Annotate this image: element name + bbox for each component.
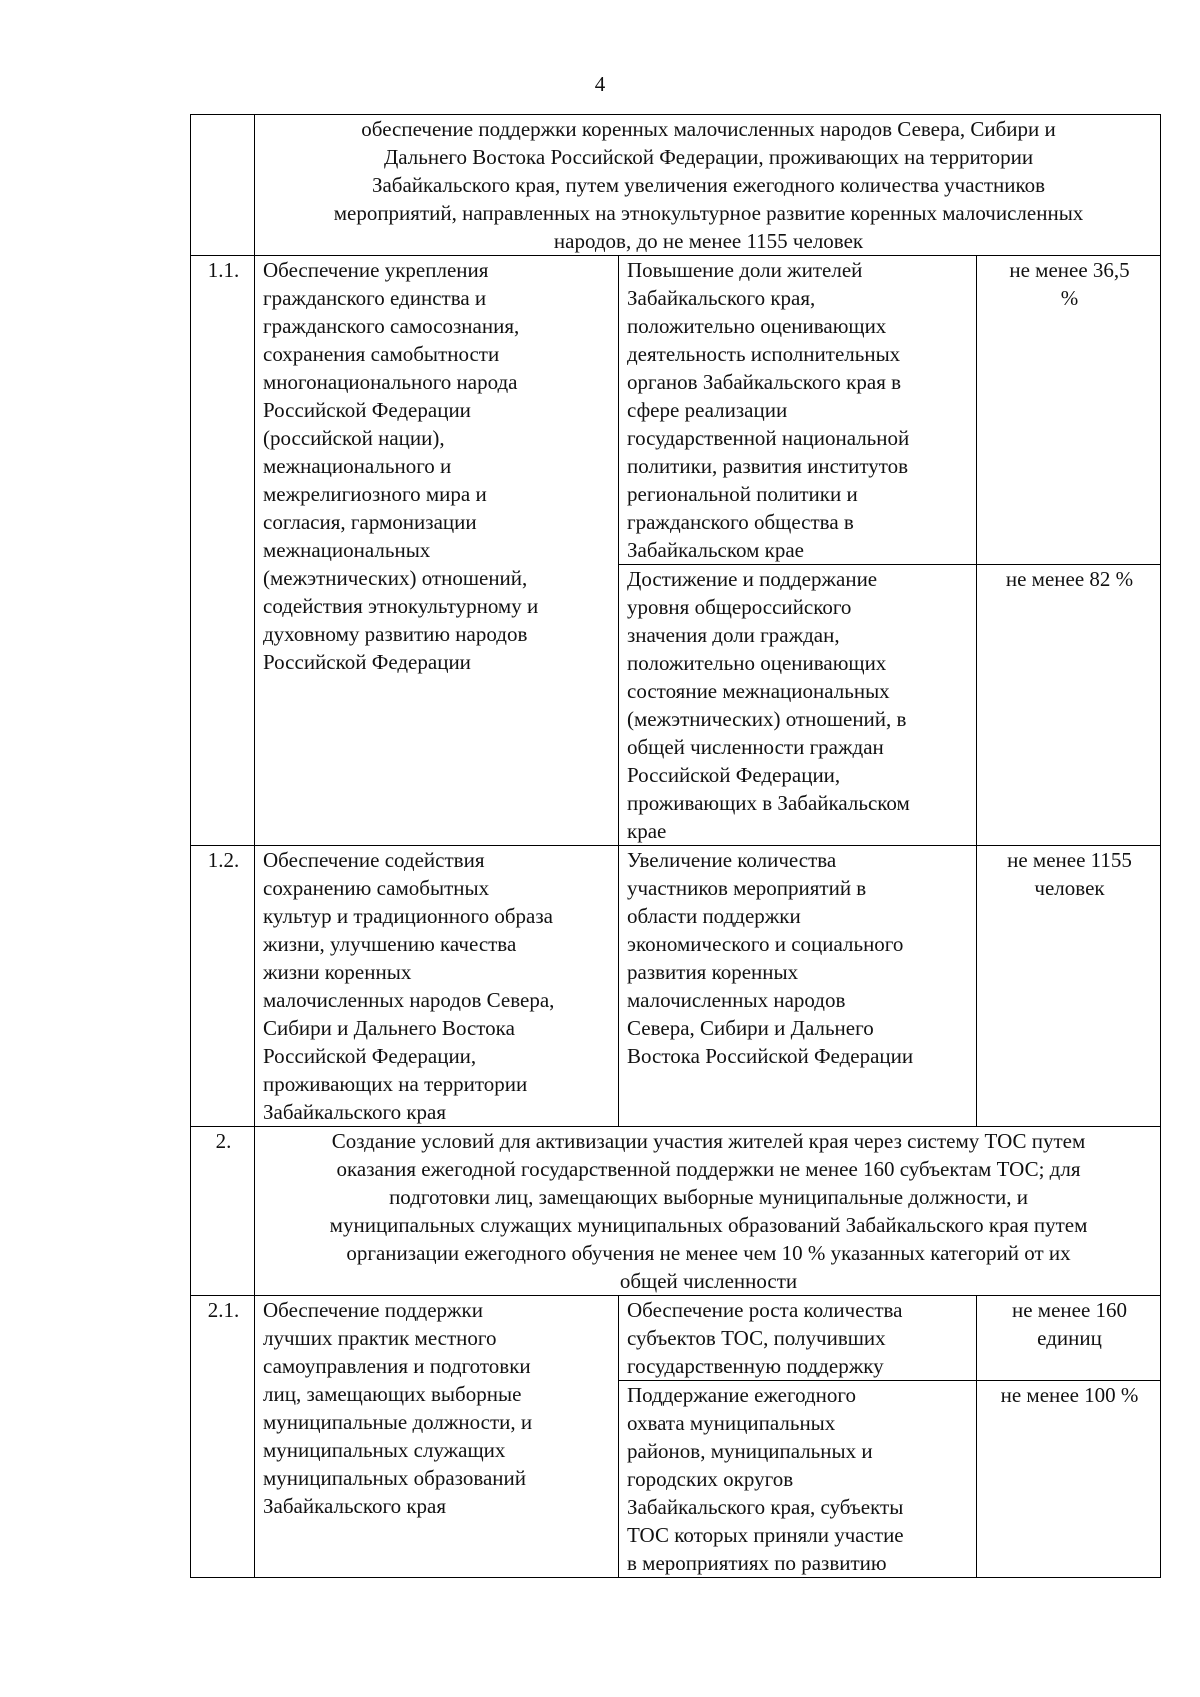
indicator-value: не менее 1155 человек <box>977 846 1161 1127</box>
row-number: 2.1. <box>191 1296 255 1578</box>
row-number <box>191 115 255 256</box>
indicator-text: Поддержание ежегодного охвата муниципальных районов, муниципальных и городских округов Забайкальского края, субъекты ТОС которых приняли участие в мероприятиях по развитию <box>619 1381 977 1578</box>
row-number: 1.1. <box>191 256 255 846</box>
task-text: Обеспечение поддержки лучших практик местного самоуправления и подготовки лиц, замещающих выборные муниципальные должности, и муниципальных служащих муниципальных образований Забайкальского края <box>255 1296 619 1578</box>
indicator-value: не менее 36,5 % <box>977 256 1161 565</box>
page-number: 4 <box>594 72 606 96</box>
row-number: 1.2. <box>191 846 255 1127</box>
indicator-text: Увеличение количества участников мероприятий в области поддержки экономического и социального развития коренных малочисленных народов Севера, Сибири и Дальнего Востока Российской Федерации <box>619 846 977 1127</box>
table-row <box>191 256 1161 565</box>
indicator-text: Обеспечение роста количества субъектов ТОС, получивших государственную поддержку <box>619 1296 977 1381</box>
task-text: Обеспечение содействия сохранению самобытных культур и традиционного образа жизни, улучшению качества жизни коренных малочисленных народов Севера, Сибири и Дальнего Востока Российской Федерации, проживающих на территории Забайкальского края <box>255 846 619 1127</box>
task-text: Обеспечение укрепления гражданского единства и гражданского самосознания, сохранения самобытности многонационального народа Российской Федерации (российской нации), межнационального и межрелигиозного мира и согласия, гармонизации межнациональных (межэтнических) отношений, содействия этнокультурному и духовному развитию народов Российской Федерации <box>255 256 619 846</box>
goal-text: обеспечение поддержки коренных малочисленных народов Севера, Сибири и Дальнего Востока Российской Федерации, проживающих на территории Забайкальского края, путем увеличения ежегодного количества участников мероприятий, направленных на этнокультурное развитие коренных малочисленных народов, до не менее 1155 человек <box>255 115 1161 256</box>
program-table <box>190 114 1161 1578</box>
table-row <box>191 1127 1161 1296</box>
table-row <box>191 846 1161 1127</box>
indicator-text: Достижение и поддержание уровня общероссийского значения доли граждан, положительно оценивающих состояние межнациональных (межэтнических) отношений, в общей численности граждан Российской Федерации, проживающих в Забайкальском крае <box>619 565 977 846</box>
indicator-text: Повышение доли жителей Забайкальского края, положительно оценивающих деятельность исполнительных органов Забайкальского края в сфере реализации государственной национальной политики, развития институтов региональной политики и гражданского общества в Забайкальском крае <box>619 256 977 565</box>
indicator-value: не менее 160 единиц <box>977 1296 1161 1381</box>
row-number: 2. <box>191 1127 255 1296</box>
goal-text: Создание условий для активизации участия жителей края через систему ТОС путем оказания ежегодной государственной поддержки не менее 160 субъектам ТОС; для подготовки лиц, замещающих выборные муниципальные должности, и муниципальных служащих муниципальных образований Забайкальского края путем организации ежегодного обучения не менее чем 10 % указанных категорий от их общей численности <box>255 1127 1161 1296</box>
indicator-value: не менее 82 % <box>977 565 1161 846</box>
table-row <box>191 115 1161 256</box>
indicator-value: не менее 100 % <box>977 1381 1161 1578</box>
table-row <box>191 1296 1161 1381</box>
